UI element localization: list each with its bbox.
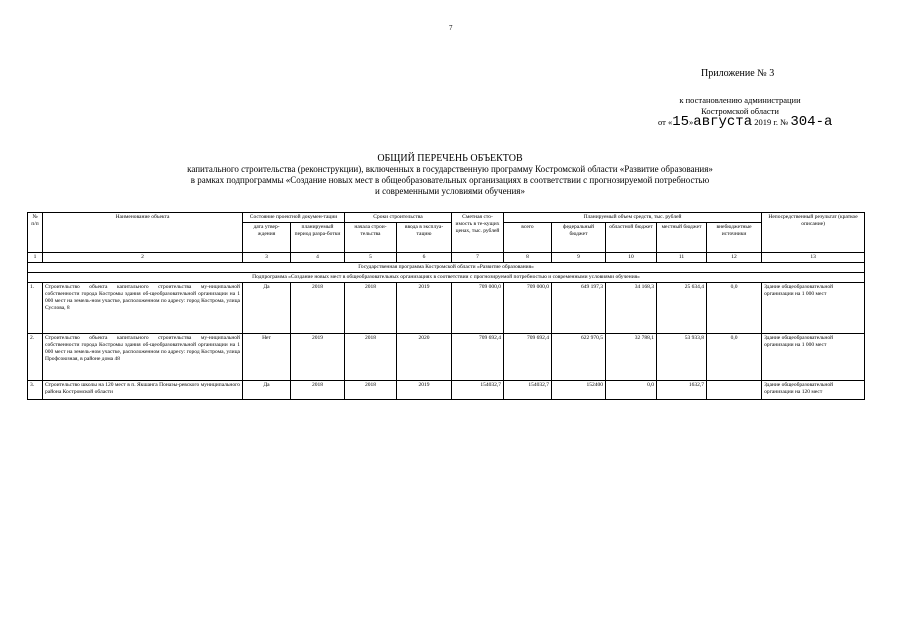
funds-total: 709 000,0 (504, 283, 552, 334)
commissioning-year: 2019 (397, 283, 452, 334)
funds-regional: 32 788,1 (606, 334, 657, 381)
estimated-cost: 154032,7 (452, 381, 504, 400)
direct-result: Здание общеобразовательной организации на 1 000 мест (762, 334, 865, 381)
funds-local: 1632,7 (657, 381, 707, 400)
table-row (28, 283, 865, 334)
planned-period: 2019 (291, 334, 345, 381)
commissioning-year: 2019 (397, 381, 452, 400)
column-number: 11 (657, 253, 707, 263)
column-number: 6 (397, 253, 452, 263)
header-regional: областной бюджет (606, 223, 657, 253)
header-start: начала строи-тельства (345, 223, 397, 253)
estimated-cost: 709 000,0 (452, 283, 504, 334)
funds-regional: 34 168,3 (606, 283, 657, 334)
handwritten-number: 304-а (790, 114, 833, 130)
funds-total: 709 692,4 (504, 334, 552, 381)
subprogram-title: Подпрограмма «Создание новых мест в общеобразовательных организациях в соответствии с прогнозируемой потребностью и современными условиями обучения» (28, 273, 865, 283)
column-number: 9 (552, 253, 606, 263)
objects-table (27, 212, 865, 400)
approval-date: Да (243, 283, 291, 334)
header-no: № п/п (28, 213, 43, 253)
planned-period: 2018 (291, 381, 345, 400)
funds-total: 154032,7 (504, 381, 552, 400)
header-federal: федеральный бюджет (552, 223, 606, 253)
row-no: 2. (28, 334, 43, 381)
direct-result: Здание общеобразовательной организации на 1 000 мест (762, 283, 865, 334)
header-project-status: Состояние проектной докумен-тации (243, 213, 345, 223)
row-no: 3. (28, 381, 43, 400)
construction-start: 2018 (345, 283, 397, 334)
approval-date: Нет (243, 334, 291, 381)
funds-federal: 649 197,3 (552, 283, 606, 334)
estimated-cost: 709 692,4 (452, 334, 504, 381)
funds-offbudget: 0,0 (707, 334, 762, 381)
funds-offbudget: 0,0 (707, 283, 762, 334)
handwritten-month: августа (693, 114, 753, 130)
header-row-1 (28, 213, 865, 223)
document-heading (90, 153, 810, 197)
header-local: местный бюджет (657, 223, 707, 253)
column-number: 5 (345, 253, 397, 263)
handwritten-day: 15 (672, 114, 690, 130)
program-title: Государственная программа Костромской области «Развитие образования» (28, 263, 865, 273)
header-result: Непосредственный результат (краткое описание) (762, 213, 865, 253)
resolution-date-line: от «15»августа 2019 г. № 304-а (658, 114, 833, 130)
funds-federal: 622 970,5 (552, 334, 606, 381)
funds-federal: 152400 (552, 381, 606, 400)
header-offbudget: внебюджетные источники (707, 223, 762, 253)
column-number: 8 (504, 253, 552, 263)
resolution-line-2: Костромской области (701, 106, 779, 116)
document-title: ОБЩИЙ ПЕРЕЧЕНЬ ОБЪЕКТОВ (377, 153, 523, 164)
approval-date: Да (243, 381, 291, 400)
appendix-label: Приложение № 3 (701, 68, 775, 79)
header-name: Наименование объекта (43, 213, 243, 253)
column-number: 13 (762, 253, 865, 263)
row-no: 1. (28, 283, 43, 334)
column-number: 12 (707, 253, 762, 263)
program-row (28, 263, 865, 273)
direct-result: Здание общеобразовательной организации на 120 мест (762, 381, 865, 400)
header-planned-period: планируемый период разра-ботки (291, 223, 345, 253)
subprogram-row (28, 273, 865, 283)
table-row (28, 334, 865, 381)
funds-offbudget (707, 381, 762, 400)
construction-start: 2018 (345, 334, 397, 381)
column-number: 2 (43, 253, 243, 263)
header-commissioning: ввода в эксплуа-тацию (397, 223, 452, 253)
funds-local: 25 634,4 (657, 283, 707, 334)
funds-local: 53 933,8 (657, 334, 707, 381)
resolution-line-1: к постановлению администрации (679, 95, 801, 105)
object-name: Строительство школы на 120 мест в п. Якшанга Понаэы-ревского муниципального района Костромской области (43, 381, 243, 400)
table-row (28, 381, 865, 400)
resolution-reference (640, 95, 840, 128)
heading-line-2: капитального строительства (реконструкции), включенных в государственную программу Костромской области «Развитие образования» (187, 164, 713, 174)
header-estimated-cost: Сметная сто-имость в те-кущих ценах, тыс. рублей (452, 213, 504, 253)
column-number: 3 (243, 253, 291, 263)
column-number: 7 (452, 253, 504, 263)
construction-start: 2018 (345, 381, 397, 400)
column-number: 10 (606, 253, 657, 263)
funds-regional: 0,0 (606, 381, 657, 400)
column-number: 4 (291, 253, 345, 263)
page-number: 7 (449, 24, 453, 32)
heading-line-4: и современными условиями обучения» (375, 186, 525, 196)
heading-line-3: в рамках подпрограммы «Создание новых мест в общеобразовательных организациях в соответствии с прогнозируемой потребностью (190, 175, 710, 185)
header-total: всего (504, 223, 552, 253)
header-planned-funds: Планируемый объем средств, тыс. рублей (504, 213, 762, 223)
column-number: 1 (28, 253, 43, 263)
planned-period: 2018 (291, 283, 345, 334)
object-name: Строительство объекта капитального строительства му-ниципальной собственности города Костромы здания об-щеобразовательной организации на 1 000 мест на земель-ном участке, расположенном по адресу: город Кострома, улица Суслова, 8 (43, 283, 243, 334)
object-name: Строительство объекта капитального строительства му-ниципальной собственности города Костромы здания об-щеобразовательной организации на 1 000 мест на земель-ном участке, расположенном по адресу: город Кострома, улица Профсоюзная, в районе дома 48 (43, 334, 243, 381)
header-approval-date: дата утвер-ждения (243, 223, 291, 253)
header-construction-period: Сроки строительства (345, 213, 452, 223)
commissioning-year: 2020 (397, 334, 452, 381)
column-numbers-row (28, 253, 865, 263)
